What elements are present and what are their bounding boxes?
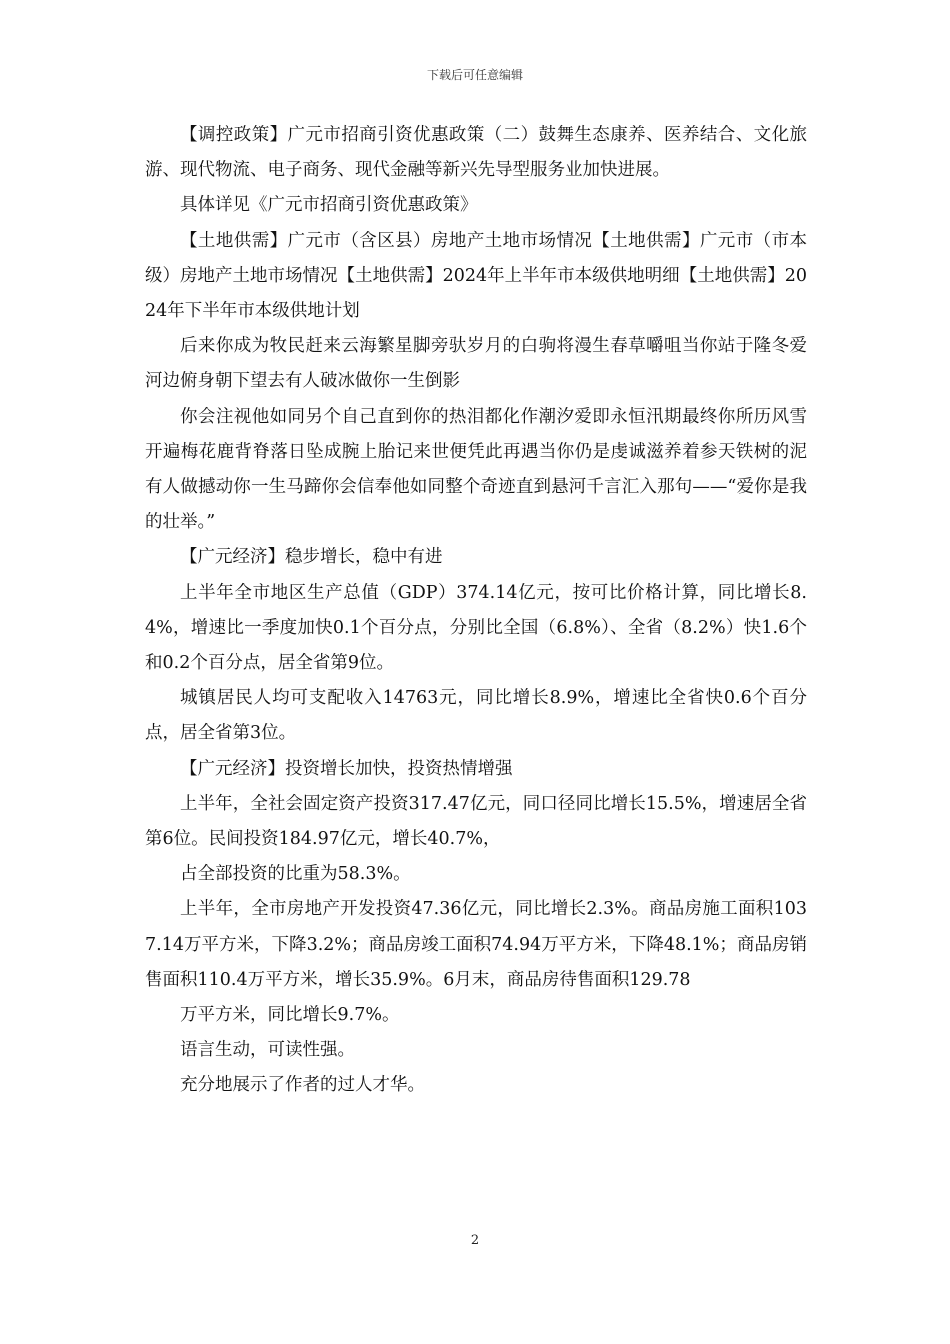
paragraph-prose-1: 后来你成为牧民赶来云海繁星脚旁驮岁月的白驹将漫生春草嚼咀当你站于隆冬爱河边俯身朝下望去有人破冰做你一生倒影 [145, 336, 807, 392]
page-header: 下载后可任意编辑 [426, 68, 523, 82]
document-body [145, 118, 807, 1104]
paragraph-comment-1: 语言生动，可读性强。 [180, 1040, 355, 1061]
paragraph-gdp: 上半年全市地区生产总值（GDP）374.14亿元，按可比价格计算，同比增长8.4%，增速比一季度加快0.1个百分点，分别比全国（6.8%）、全省（8.2%）快1.6个和0.2个百分点，居全省第9位。 [145, 582, 807, 674]
paragraph-income: 城镇居民人均可支配收入14763元，同比增长8.9%，增速比全省快0.6个百分点，居全省第3位。 [145, 688, 807, 744]
paragraph-comment-2: 充分地展示了作者的过人才华。 [180, 1075, 425, 1096]
paragraph-prose-2: 你会注视他如同另个自己直到你的热泪都化作潮汐爱即永恒汛期最终你所历风雪开遍梅花鹿背脊落日坠成腕上胎记来世便凭此再遇当你仍是虔诚滋养着参天铁树的泥有人做撼动你一生马蹄你会信奉他如同整个奇迹直到悬河千言汇入那句——“爱你是我的壮举。” [145, 406, 807, 533]
paragraph-investment: 上半年，全社会固定资产投资317.47亿元，同口径同比增长15.5%，增速居全省第6位。民间投资184.97亿元，增长40.7%， [145, 793, 807, 850]
page-number: 2 [470, 1233, 480, 1248]
paragraph-investment-share: 占全部投资的比重为58.3%。 [180, 864, 411, 885]
paragraph-policy-detail: 具体详见《广元市招商引资优惠政策》 [180, 195, 478, 216]
paragraph-policy: 【调控政策】广元市招商引资优惠政策（二）鼓舞生态康养、医养结合、文化旅游、现代物流、电子商务、现代金融等新兴先导型服务业加快进展。 [145, 125, 807, 181]
paragraph-real-estate: 上半年，全市房地产开发投资47.36亿元，同比增长2.3%。商品房施工面积1037.14万平方米，下降3.2%；商品房竣工面积74.94万平方米，下降48.1%；商品房销售面积110.4万平方米，增长35.9%。6月末，商品房待售面积129.78 [145, 899, 807, 990]
paragraph-land-supply: 【土地供需】广元市（含区县）房地产土地市场情况【土地供需】广元市（市本级）房地产土地市场情况【土地供需】2024年上半年市本级供地明细【土地供需】2024年下半年市本级供地计划 [145, 230, 807, 322]
paragraph-economy-heading-2: 【广元经济】投资增长加快，投资热情增强 [180, 758, 513, 779]
paragraph-economy-heading-1: 【广元经济】稳步增长，稳中有进 [180, 547, 443, 568]
paragraph-real-estate-cont: 万平方米，同比增长9.7%。 [180, 1005, 400, 1026]
